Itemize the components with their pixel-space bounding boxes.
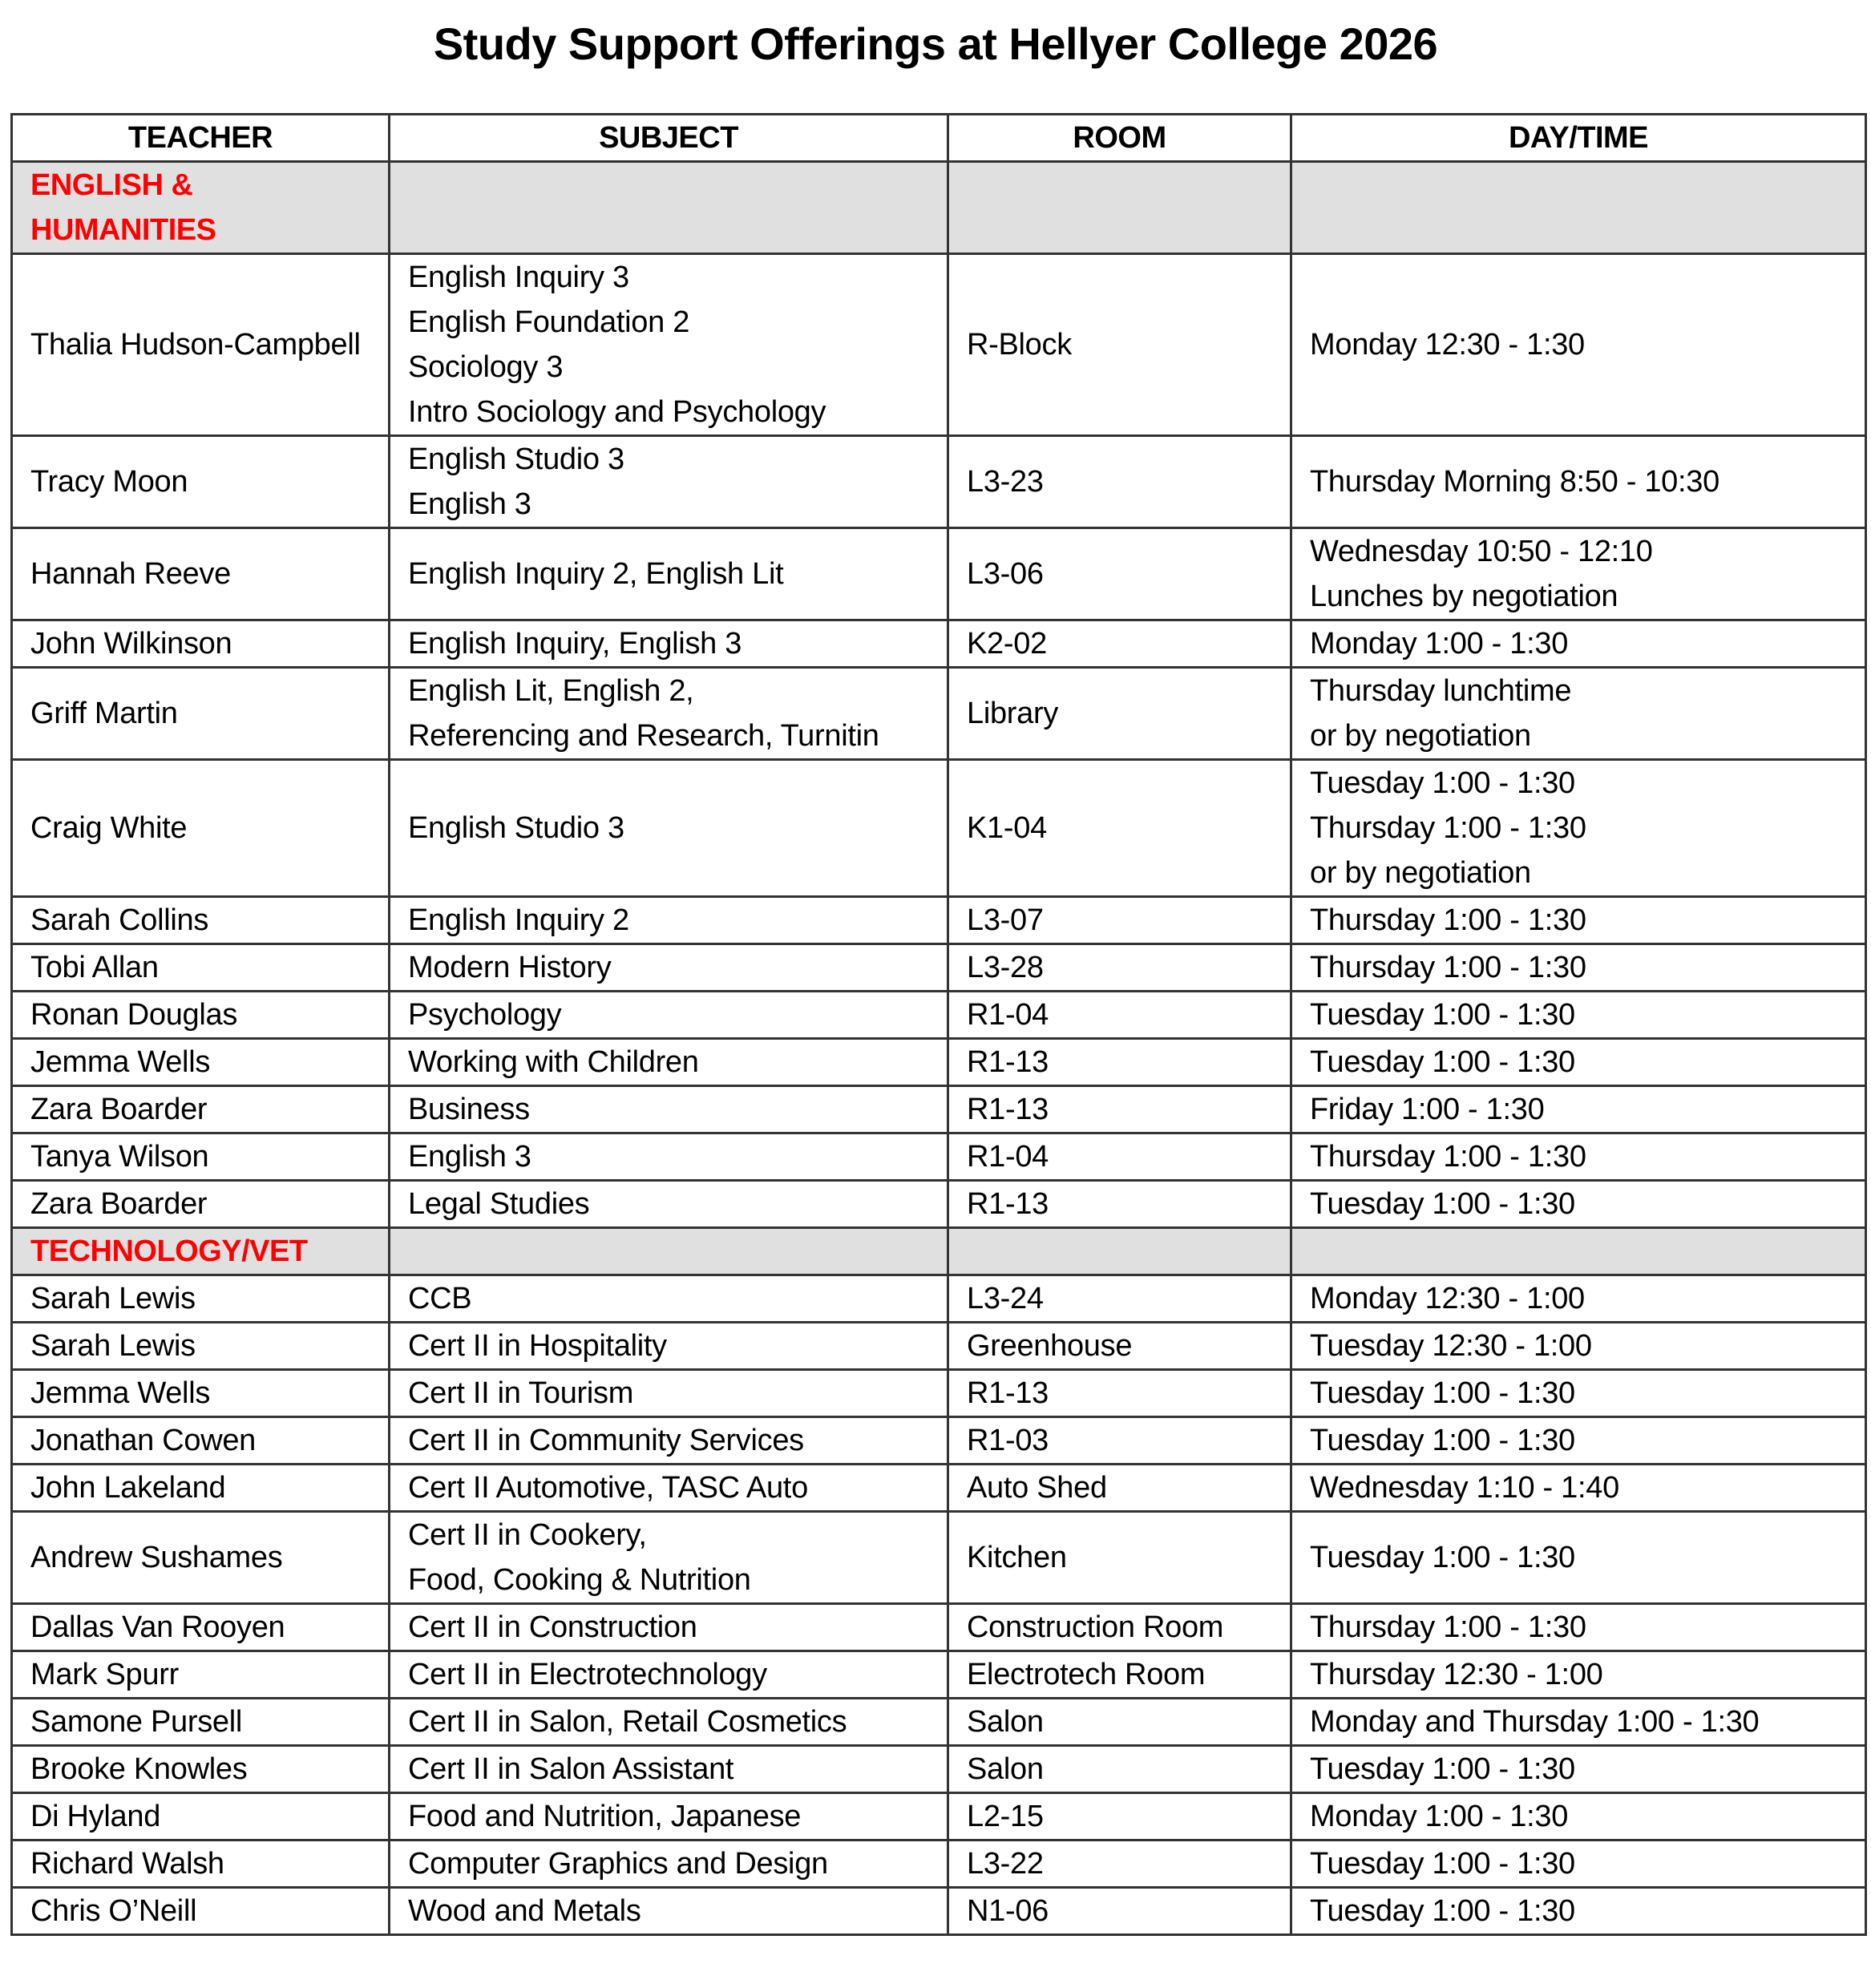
teacher-cell: Di Hyland bbox=[12, 1793, 390, 1841]
teacher-cell: Samone Pursell bbox=[12, 1699, 390, 1746]
table-row bbox=[12, 992, 1866, 1039]
section-empty-cell bbox=[390, 1228, 948, 1275]
subject-cell bbox=[390, 1699, 948, 1746]
section-empty-cell bbox=[948, 162, 1291, 254]
room-cell: R1-04 bbox=[948, 992, 1291, 1039]
cell-line: Intro Sociology and Psychology bbox=[408, 395, 826, 429]
subject-cell bbox=[390, 1888, 948, 1935]
teacher-cell: Craig White bbox=[12, 760, 390, 897]
day-time-cell bbox=[1291, 1699, 1866, 1746]
room-cell: Auto Shed bbox=[948, 1465, 1291, 1512]
table-row bbox=[12, 760, 1866, 897]
teacher-cell: Jemma Wells bbox=[12, 1370, 390, 1417]
cell-line: Monday 1:00 - 1:30 bbox=[1310, 1800, 1569, 1833]
subject-cell bbox=[390, 620, 948, 668]
table-row bbox=[12, 1465, 1866, 1512]
day-time-cell bbox=[1291, 668, 1866, 760]
cell-line: Tuesday 1:00 - 1:30 bbox=[1310, 1045, 1575, 1079]
header-row bbox=[12, 115, 1866, 162]
study-support-table bbox=[10, 113, 1867, 1936]
cell-line: Computer Graphics and Design bbox=[408, 1847, 828, 1881]
cell-line: Thursday 12:30 - 1:00 bbox=[1310, 1658, 1603, 1691]
room-cell: L3-23 bbox=[948, 436, 1291, 528]
room-cell: L3-22 bbox=[948, 1841, 1291, 1888]
cell-line: Thursday 1:00 - 1:30 bbox=[1310, 811, 1586, 845]
table-row bbox=[12, 1086, 1866, 1133]
room-cell: K1-04 bbox=[948, 760, 1291, 897]
document-title: Study Support Offerings at Hellyer College 2026 bbox=[433, 18, 1438, 69]
teacher-cell: Ronan Douglas bbox=[12, 992, 390, 1039]
room-cell: Library bbox=[948, 668, 1291, 760]
cell-line: Cert II in Salon, Retail Cosmetics bbox=[408, 1705, 847, 1739]
teacher-cell: Andrew Sushames bbox=[12, 1512, 390, 1604]
day-time-cell bbox=[1291, 1793, 1866, 1841]
day-time-cell bbox=[1291, 1370, 1866, 1417]
teacher-cell: Thalia Hudson-Campbell bbox=[12, 254, 390, 436]
day-time-cell bbox=[1291, 1417, 1866, 1465]
teacher-cell: Mark Spurr bbox=[12, 1651, 390, 1699]
section-header-row bbox=[12, 1228, 1866, 1275]
teacher-cell: Jemma Wells bbox=[12, 1039, 390, 1086]
day-time-cell bbox=[1291, 620, 1866, 668]
room-cell: Construction Room bbox=[948, 1604, 1291, 1651]
table-row bbox=[12, 1417, 1866, 1465]
day-time-cell bbox=[1291, 897, 1866, 944]
day-time-cell bbox=[1291, 1651, 1866, 1699]
table-row bbox=[12, 254, 1866, 436]
day-time-cell bbox=[1291, 1604, 1866, 1651]
subject-cell bbox=[390, 1181, 948, 1228]
subject-cell bbox=[390, 436, 948, 528]
table-row bbox=[12, 1370, 1866, 1417]
cell-line: Tuesday 12:30 - 1:00 bbox=[1310, 1329, 1592, 1363]
subject-cell bbox=[390, 1512, 948, 1604]
room-cell: L3-07 bbox=[948, 897, 1291, 944]
cell-line: Psychology bbox=[408, 998, 562, 1032]
cell-line: Cert II in Tourism bbox=[408, 1376, 634, 1410]
day-time-cell bbox=[1291, 1133, 1866, 1181]
teacher-cell: John Wilkinson bbox=[12, 620, 390, 668]
cell-line: English 3 bbox=[408, 487, 531, 521]
table-row bbox=[12, 1793, 1866, 1841]
cell-line: Legal Studies bbox=[408, 1187, 590, 1221]
table-row bbox=[12, 436, 1866, 528]
room-cell: R1-03 bbox=[948, 1417, 1291, 1465]
subject-cell bbox=[390, 944, 948, 992]
section-label bbox=[12, 162, 390, 254]
teacher-cell: Richard Walsh bbox=[12, 1841, 390, 1888]
cell-line: English Inquiry 2 bbox=[408, 903, 629, 937]
cell-line: Tuesday 1:00 - 1:30 bbox=[1310, 1894, 1575, 1928]
cell-line: Monday 1:00 - 1:30 bbox=[1310, 627, 1569, 661]
column-header-teacher: TEACHER bbox=[12, 115, 390, 162]
column-header-subject: SUBJECT bbox=[390, 115, 948, 162]
cell-line: Cert II in Construction bbox=[408, 1610, 697, 1644]
cell-line: Monday and Thursday 1:00 - 1:30 bbox=[1310, 1705, 1760, 1739]
cell-line: English Inquiry, English 3 bbox=[408, 627, 742, 661]
cell-line: HUMANITIES bbox=[30, 213, 216, 247]
section-empty-cell bbox=[948, 1228, 1291, 1275]
teacher-cell: John Lakeland bbox=[12, 1465, 390, 1512]
room-cell: L3-28 bbox=[948, 944, 1291, 992]
room-cell: N1-06 bbox=[948, 1888, 1291, 1935]
table-row bbox=[12, 1604, 1866, 1651]
day-time-cell bbox=[1291, 1323, 1866, 1370]
cell-line: Wood and Metals bbox=[408, 1894, 641, 1928]
cell-line: Tuesday 1:00 - 1:30 bbox=[1310, 1752, 1575, 1786]
cell-line: Cert II in Electrotechnology bbox=[408, 1658, 767, 1691]
teacher-cell: Chris O’Neill bbox=[12, 1888, 390, 1935]
subject-cell bbox=[390, 1133, 948, 1181]
room-cell: K2-02 bbox=[948, 620, 1291, 668]
cell-line: Cert II in Cookery, bbox=[408, 1518, 647, 1552]
subject-cell bbox=[390, 528, 948, 620]
cell-line: ENGLISH & bbox=[30, 168, 193, 202]
day-time-cell bbox=[1291, 1275, 1866, 1323]
column-header-room: ROOM bbox=[948, 115, 1291, 162]
room-cell: R1-13 bbox=[948, 1181, 1291, 1228]
teacher-cell: Griff Martin bbox=[12, 668, 390, 760]
cell-line: Cert II in Hospitality bbox=[408, 1329, 667, 1363]
cell-line: Monday 12:30 - 1:30 bbox=[1310, 328, 1585, 362]
cell-line: Tuesday 1:00 - 1:30 bbox=[1310, 1187, 1575, 1221]
cell-line: English Studio 3 bbox=[408, 811, 624, 845]
cell-line: Referencing and Research, Turnitin bbox=[408, 719, 879, 753]
cell-line: Tuesday 1:00 - 1:30 bbox=[1310, 766, 1575, 800]
cell-line: or by negotiation bbox=[1310, 719, 1531, 753]
cell-line: Sociology 3 bbox=[408, 350, 564, 384]
cell-line: Tuesday 1:00 - 1:30 bbox=[1310, 1847, 1575, 1881]
cell-line: English Inquiry 2, English Lit bbox=[408, 557, 784, 591]
cell-line: Thursday 1:00 - 1:30 bbox=[1310, 1610, 1586, 1644]
day-time-cell bbox=[1291, 528, 1866, 620]
day-time-cell bbox=[1291, 944, 1866, 992]
subject-cell bbox=[390, 1086, 948, 1133]
teacher-cell: Sarah Lewis bbox=[12, 1323, 390, 1370]
table-row bbox=[12, 1039, 1866, 1086]
day-time-cell bbox=[1291, 436, 1866, 528]
table-row bbox=[12, 1888, 1866, 1935]
teacher-cell: Sarah Collins bbox=[12, 897, 390, 944]
room-cell: R1-13 bbox=[948, 1039, 1291, 1086]
cell-line: CCB bbox=[408, 1282, 472, 1315]
cell-line: Cert II Automotive, TASC Auto bbox=[408, 1471, 808, 1505]
day-time-cell bbox=[1291, 1512, 1866, 1604]
room-cell: Kitchen bbox=[948, 1512, 1291, 1604]
cell-line: Lunches by negotiation bbox=[1310, 580, 1618, 613]
teacher-cell: Tracy Moon bbox=[12, 436, 390, 528]
day-time-cell bbox=[1291, 1039, 1866, 1086]
section-label bbox=[12, 1228, 390, 1275]
cell-line: Thursday Morning 8:50 - 10:30 bbox=[1310, 465, 1719, 499]
cell-line: Friday 1:00 - 1:30 bbox=[1310, 1093, 1545, 1126]
table-row bbox=[12, 1275, 1866, 1323]
cell-line: English Foundation 2 bbox=[408, 305, 690, 339]
subject-cell bbox=[390, 1841, 948, 1888]
room-cell: Electrotech Room bbox=[948, 1651, 1291, 1699]
subject-cell bbox=[390, 1793, 948, 1841]
subject-cell bbox=[390, 1323, 948, 1370]
cell-line: Thursday 1:00 - 1:30 bbox=[1310, 951, 1586, 984]
table-row bbox=[12, 1181, 1866, 1228]
day-time-cell bbox=[1291, 992, 1866, 1039]
room-cell: L3-24 bbox=[948, 1275, 1291, 1323]
cell-line: or by negotiation bbox=[1310, 856, 1531, 890]
subject-cell bbox=[390, 760, 948, 897]
cell-line: English Studio 3 bbox=[408, 442, 624, 476]
subject-cell bbox=[390, 1417, 948, 1465]
cell-line: Thursday 1:00 - 1:30 bbox=[1310, 903, 1586, 937]
cell-line: Food and Nutrition, Japanese bbox=[408, 1800, 802, 1833]
teacher-cell: Dallas Van Rooyen bbox=[12, 1604, 390, 1651]
cell-line: Food, Cooking & Nutrition bbox=[408, 1563, 751, 1597]
cell-line: Cert II in Community Services bbox=[408, 1424, 804, 1457]
cell-line: Business bbox=[408, 1093, 530, 1126]
subject-cell bbox=[390, 1275, 948, 1323]
room-cell: R1-13 bbox=[948, 1370, 1291, 1417]
table-body bbox=[12, 162, 1866, 1935]
subject-cell bbox=[390, 254, 948, 436]
section-empty-cell bbox=[1291, 162, 1866, 254]
cell-line: Modern History bbox=[408, 951, 612, 984]
table-row bbox=[12, 1746, 1866, 1793]
table-row bbox=[12, 1512, 1866, 1604]
cell-line: English Lit, English 2, bbox=[408, 674, 694, 708]
teacher-cell: Tobi Allan bbox=[12, 944, 390, 992]
cell-line: English 3 bbox=[408, 1140, 531, 1174]
subject-cell bbox=[390, 1370, 948, 1417]
table-row bbox=[12, 1841, 1866, 1888]
room-cell: R1-13 bbox=[948, 1086, 1291, 1133]
day-time-cell bbox=[1291, 1746, 1866, 1793]
room-cell: L2-15 bbox=[948, 1793, 1291, 1841]
section-empty-cell bbox=[1291, 1228, 1866, 1275]
column-header-day-time: DAY/TIME bbox=[1291, 115, 1866, 162]
teacher-cell: Zara Boarder bbox=[12, 1086, 390, 1133]
teacher-cell: Hannah Reeve bbox=[12, 528, 390, 620]
teacher-cell: Brooke Knowles bbox=[12, 1746, 390, 1793]
cell-line: Wednesday 10:50 - 12:10 bbox=[1310, 535, 1653, 568]
cell-line: Tuesday 1:00 - 1:30 bbox=[1310, 998, 1575, 1032]
table-row bbox=[12, 1699, 1866, 1746]
day-time-cell bbox=[1291, 254, 1866, 436]
table-row bbox=[12, 944, 1866, 992]
table-row bbox=[12, 1323, 1866, 1370]
day-time-cell bbox=[1291, 1841, 1866, 1888]
room-cell: R-Block bbox=[948, 254, 1291, 436]
cell-line: TECHNOLOGY/VET bbox=[30, 1234, 308, 1268]
subject-cell bbox=[390, 1746, 948, 1793]
subject-cell bbox=[390, 1039, 948, 1086]
teacher-cell: Sarah Lewis bbox=[12, 1275, 390, 1323]
cell-line: Cert II in Salon Assistant bbox=[408, 1752, 734, 1786]
cell-line: Tuesday 1:00 - 1:30 bbox=[1310, 1424, 1575, 1457]
room-cell: R1-04 bbox=[948, 1133, 1291, 1181]
table-row bbox=[12, 620, 1866, 668]
subject-cell bbox=[390, 992, 948, 1039]
room-cell: Greenhouse bbox=[948, 1323, 1291, 1370]
table-row bbox=[12, 1651, 1866, 1699]
day-time-cell bbox=[1291, 1086, 1866, 1133]
day-time-cell bbox=[1291, 1888, 1866, 1935]
subject-cell bbox=[390, 1651, 948, 1699]
cell-line: Monday 12:30 - 1:00 bbox=[1310, 1282, 1585, 1315]
room-cell: Salon bbox=[948, 1699, 1291, 1746]
subject-cell bbox=[390, 668, 948, 760]
table-row bbox=[12, 668, 1866, 760]
cell-line: Tuesday 1:00 - 1:30 bbox=[1310, 1376, 1575, 1410]
section-header-row bbox=[12, 162, 1866, 254]
subject-cell bbox=[390, 1604, 948, 1651]
cell-line: Tuesday 1:00 - 1:30 bbox=[1310, 1541, 1575, 1574]
day-time-cell bbox=[1291, 1465, 1866, 1512]
teacher-cell: Zara Boarder bbox=[12, 1181, 390, 1228]
day-time-cell bbox=[1291, 760, 1866, 897]
room-cell: L3-06 bbox=[948, 528, 1291, 620]
section-empty-cell bbox=[390, 162, 948, 254]
subject-cell bbox=[390, 1465, 948, 1512]
room-cell: Salon bbox=[948, 1746, 1291, 1793]
cell-line: Wednesday 1:10 - 1:40 bbox=[1310, 1471, 1619, 1505]
cell-line: Working with Children bbox=[408, 1045, 699, 1079]
table-row bbox=[12, 528, 1866, 620]
teacher-cell: Jonathan Cowen bbox=[12, 1417, 390, 1465]
day-time-cell bbox=[1291, 1181, 1866, 1228]
cell-line: English Inquiry 3 bbox=[408, 261, 629, 294]
cell-line: Thursday 1:00 - 1:30 bbox=[1310, 1140, 1586, 1174]
table-row bbox=[12, 897, 1866, 944]
cell-line: Thursday lunchtime bbox=[1310, 674, 1572, 708]
table-row bbox=[12, 1133, 1866, 1181]
subject-cell bbox=[390, 897, 948, 944]
teacher-cell: Tanya Wilson bbox=[12, 1133, 390, 1181]
